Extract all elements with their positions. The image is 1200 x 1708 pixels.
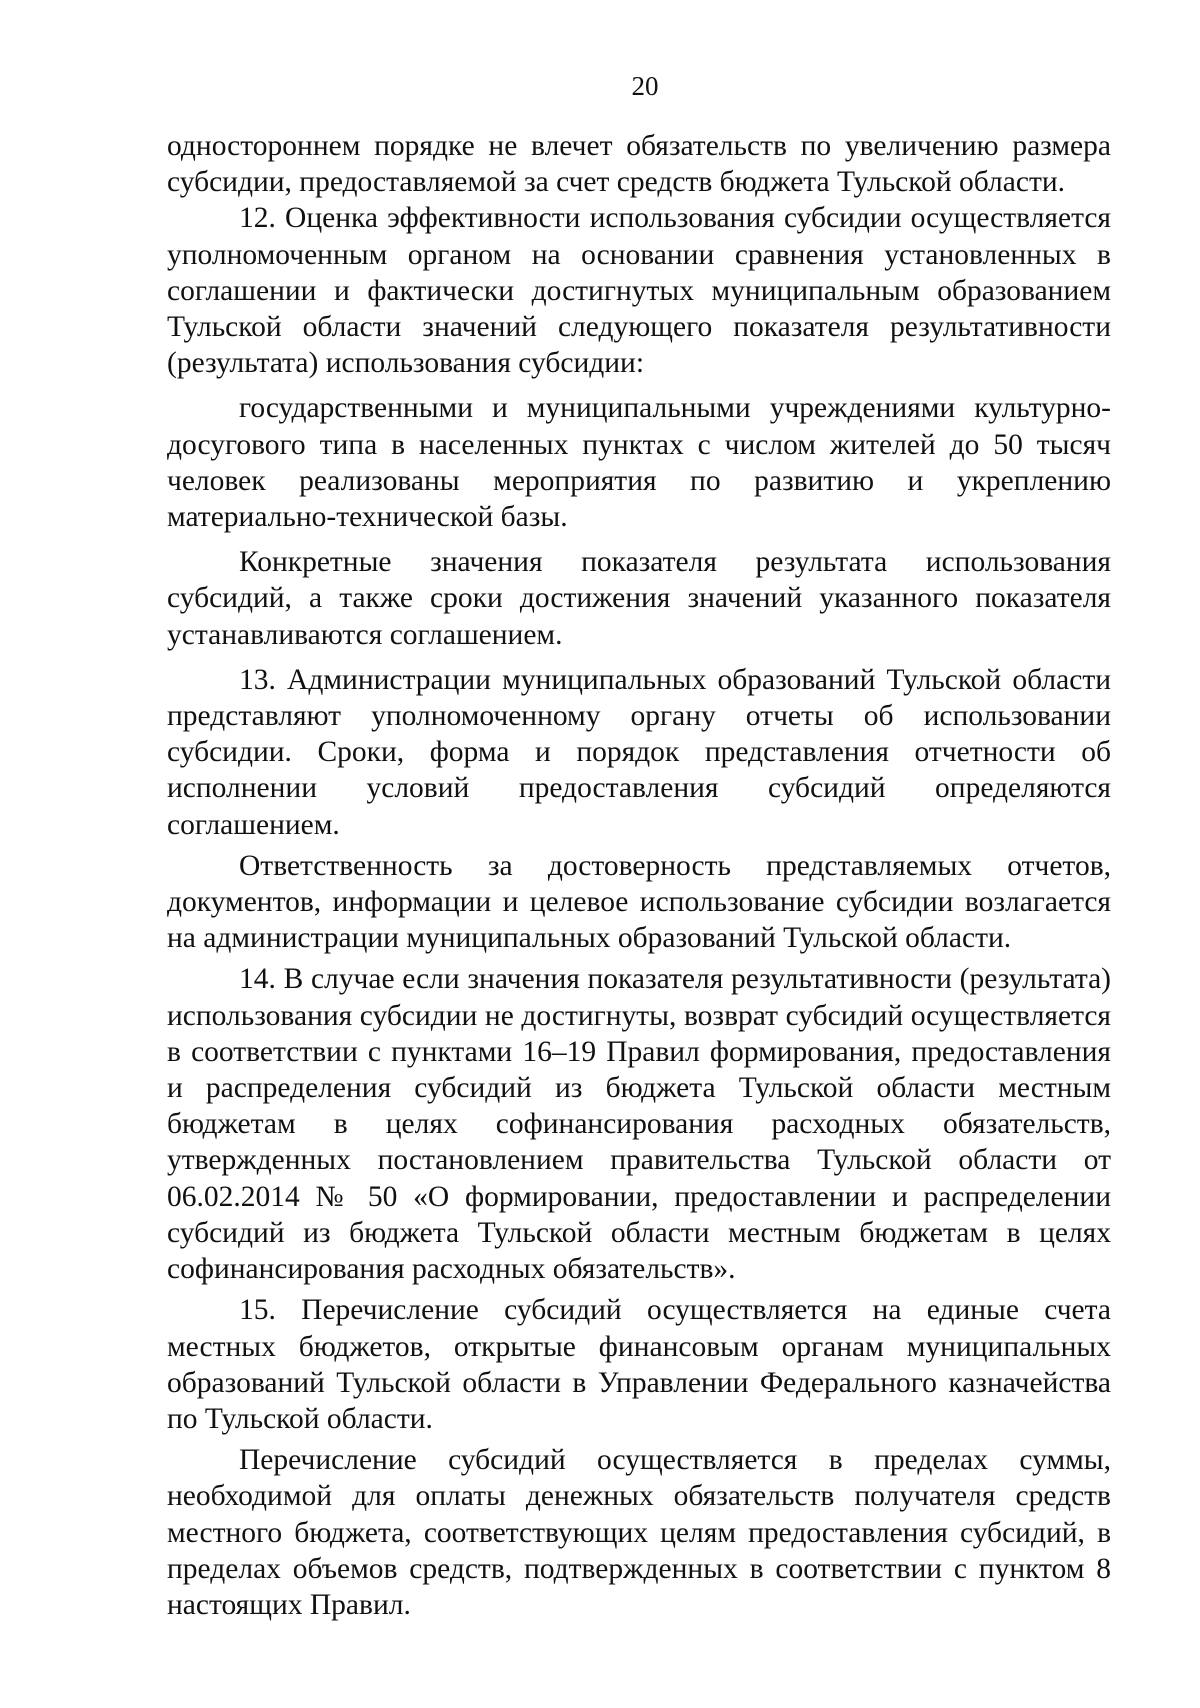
page-number: 20 xyxy=(631,71,659,101)
paragraph-item-14: 14. В случае если значения показателя результативности (результата) использования субсидии не достигнуты, возврат субсидий осуществляется в соответствии с пунктами 16–19 Правил формирования, предоставления и распределения субсидий из бюджета Тульской области местным бюджетам в целях софинансирования расходных обязательств, утвержденных постановлением правительства Тульской области от 06.02.2014 № 50 «О формировании, предоставлении и распределении субсидий из бюджета Тульской области местным бюджетам в целях софинансирования расходных обязательств». xyxy=(167,963,1111,1286)
paragraph-transfer-limits: Перечисление субсидий осуществляется в пределах суммы, необходимой для оплаты денежных обязательств получателя средств местного бюджета, соответствующих целям предоставления субсидий, в пределах объемов средств, подтвержденных в соответствии с пунктом 8 настоящих Правил. xyxy=(167,1444,1111,1621)
paragraph-item-12: 12. Оценка эффективности использования субсидии осуществляется уполномоченным органом на основании сравнения установленных в соглашении и фактически достигнутых муниципальным образованием Тульской области значений следующего показателя результативности (результата) использования субсидии: xyxy=(167,202,1111,380)
paragraph-indicator-values: Конкретные значения показателя результата использования субсидий, а также сроки достижения значений указанного показателя устанавливаются соглашением. xyxy=(167,546,1111,651)
paragraph-item-15: 15. Перечисление субсидий осуществляется на единые счета местных бюджетов, открытые финансовым органам муниципальных образований Тульской области в Управлении Федерального казначейства по Тульской области. xyxy=(167,1294,1111,1435)
paragraph-indicator: государственными и муниципальными учреждениями культурно-досугового типа в населенных пунктах с числом жителей до 50 тысяч человек реализованы мероприятия по развитию и укреплению материально-технической базы. xyxy=(167,392,1111,534)
document-body xyxy=(167,128,1111,1623)
paragraph-item-13: 13. Администрации муниципальных образований Тульской области представляют уполномоченному органу отчеты об использовании субсидии. Сроки, форма и порядок представления отчетности об исполнении условий предоставления субсидий определяются соглашением. xyxy=(167,663,1111,841)
paragraph-responsibility: Ответственность за достоверность представляемых отчетов, документов, информации и целевое использование субсидии возлагается на администрации муниципальных образований Тульской области. xyxy=(167,849,1111,955)
paragraph-continuation: одностороннем порядке не влечет обязательств по увеличению размера субсидии, предоставляемой за счет средств бюджета Тульской области. xyxy=(167,130,1111,199)
